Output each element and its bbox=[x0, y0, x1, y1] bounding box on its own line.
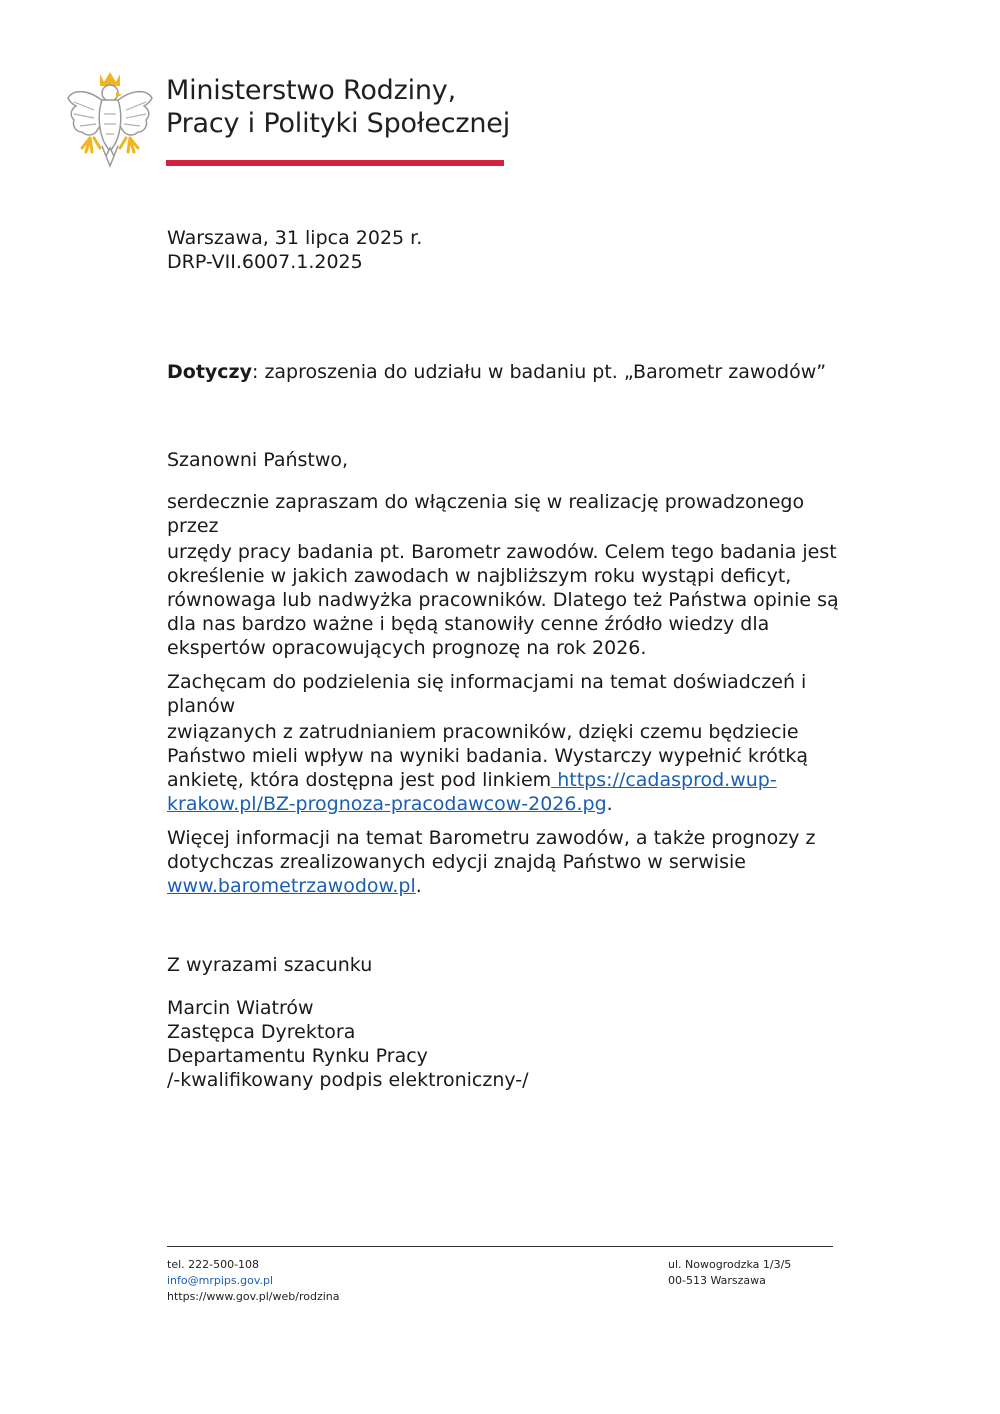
footer-email-link[interactable]: info@mrpips.gov.pl bbox=[167, 1274, 274, 1287]
barometer-website-link[interactable]: www.barometrzawodow.pl bbox=[167, 875, 416, 897]
paragraph-2-first-line: Zachęcam do podzielenia się informacjami na temat doświadczeń i planów bbox=[167, 671, 807, 717]
ministry-name bbox=[166, 74, 510, 140]
closing-text: Z wyrazami szacunku bbox=[167, 954, 373, 976]
paragraph-2-end: . bbox=[606, 793, 613, 815]
signatory-title-1: Zastępca Dyrektora bbox=[167, 1021, 356, 1043]
paragraph-3-text: Więcej informacji na temat Barometru zawodów, a także prognozy z dotychczas zrealizowanych edycji znajdą Państwo w serwisie bbox=[167, 827, 816, 873]
footer-contact bbox=[167, 1257, 340, 1305]
flag-stripe-white bbox=[166, 150, 504, 154]
date-place: Warszawa, 31 lipca 2025 r. bbox=[167, 227, 423, 249]
ministry-name-line2: Pracy i Polityki Społecznej bbox=[166, 108, 510, 139]
subject-text: : zaproszenia do udziału w badaniu pt. „Barometr zawodów” bbox=[252, 361, 827, 383]
paragraph-2 bbox=[167, 720, 847, 816]
signature-note: /-kwalifikowany podpis elektroniczny-/ bbox=[167, 1069, 529, 1091]
ministry-name-line1: Ministerstwo Rodziny, bbox=[166, 75, 456, 106]
paragraph-3-end: . bbox=[415, 875, 422, 897]
paragraph-1: urzędy pracy badania pt. Barometr zawodów. Celem tego badania jest określenie w jakich zawodach w najbliższym roku wystąpi deficyt, równowaga lub nadwyżka pracowników. Dlatego też Państwa opinie są dla nas bardzo ważne i będą stanowiły cenne źródło wiedzy dla ekspertów opracowujących prognozę na rok 2026. bbox=[167, 541, 839, 659]
footer-address-city: 00-513 Warszawa bbox=[668, 1274, 766, 1287]
subject-label: Dotyczy bbox=[167, 361, 252, 383]
footer-divider bbox=[167, 1246, 833, 1247]
closing bbox=[167, 953, 847, 977]
letter-body bbox=[167, 490, 847, 908]
footer-website: https://www.gov.pl/web/rodzina bbox=[167, 1290, 340, 1303]
paragraph-3 bbox=[167, 826, 847, 898]
signatory-title-2: Departamentu Rynku Pracy bbox=[167, 1045, 428, 1067]
paragraph-2-text: związanych z zatrudnianiem pracowników, dzięki czemu będziecie Państwo mieli wpływ na wyniki badania. Wystarczy wypełnić krótką ankietę, która dostępna jest pod linkiem bbox=[167, 721, 808, 791]
greeting bbox=[167, 448, 847, 472]
signatory-name: Marcin Wiatrów bbox=[167, 997, 314, 1019]
flag-stripe-red bbox=[166, 160, 504, 166]
greeting-text: Szanowni Państwo, bbox=[167, 449, 349, 471]
letterhead bbox=[60, 64, 510, 174]
paragraph-1-first-line: serdecznie zapraszam do włączenia się w realizację prowadzonego przez bbox=[167, 491, 805, 537]
footer-address-street: ul. Nowogrodzka 1/3/5 bbox=[668, 1258, 792, 1271]
reference-number: DRP-VII.6007.1.2025 bbox=[167, 251, 363, 273]
polish-eagle-emblem-icon bbox=[64, 68, 156, 170]
footer-phone: tel. 222-500-108 bbox=[167, 1258, 260, 1271]
survey-link[interactable]: https://cadasprod.wup-krakow.pl/BZ-prognoza-pracodawcow-2026.pg bbox=[167, 769, 777, 815]
signature-block bbox=[167, 996, 847, 1092]
letter-meta bbox=[167, 226, 847, 274]
subject-line bbox=[167, 360, 847, 384]
footer-address bbox=[668, 1257, 791, 1289]
